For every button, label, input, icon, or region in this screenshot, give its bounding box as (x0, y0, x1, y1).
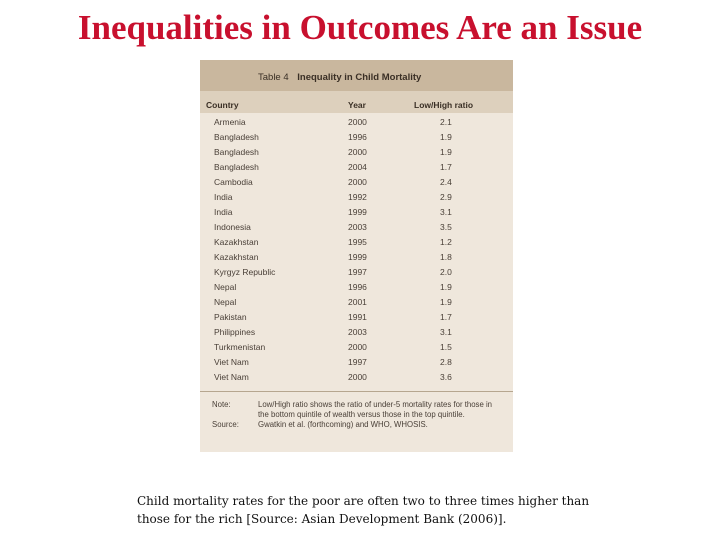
cell-year: 2004 (348, 162, 367, 172)
cell-year: 1996 (348, 282, 367, 292)
cell-year: 1999 (348, 252, 367, 262)
cell-year: 1999 (348, 207, 367, 217)
cell-ratio: 3.5 (440, 222, 452, 232)
cell-ratio: 1.2 (440, 237, 452, 247)
cell-country: Viet Nam (214, 372, 249, 382)
table-row (200, 190, 513, 205)
cell-year: 2003 (348, 222, 367, 232)
cell-year: 1996 (348, 132, 367, 142)
cell-ratio: 1.9 (440, 147, 452, 157)
table-figure (200, 60, 513, 452)
column-header-year: Year (348, 100, 366, 110)
cell-country: India (214, 207, 233, 217)
cell-country: Turkmenistan (214, 342, 266, 352)
table-row (200, 205, 513, 220)
cell-ratio: 1.7 (440, 312, 452, 322)
cell-country: Pakistan (214, 312, 247, 322)
cell-year: 1997 (348, 267, 367, 277)
cell-year: 2000 (348, 372, 367, 382)
table-row (200, 235, 513, 250)
cell-year: 1997 (348, 357, 367, 367)
cell-ratio: 2.4 (440, 177, 452, 187)
table-row (200, 220, 513, 235)
cell-country: Kazakhstan (214, 252, 259, 262)
cell-ratio: 1.5 (440, 342, 452, 352)
slide-title: Inequalities in Outcomes Are an Issue (77, 8, 643, 47)
cell-ratio: 2.1 (440, 117, 452, 127)
cell-ratio: 3.1 (440, 207, 452, 217)
cell-country: Nepal (214, 282, 237, 292)
cell-country: Nepal (214, 297, 237, 307)
cell-ratio: 2.8 (440, 357, 452, 367)
cell-year: 2000 (348, 117, 367, 127)
cell-country: Viet Nam (214, 357, 249, 367)
cell-year: 2003 (348, 327, 367, 337)
table-name: Inequality in Child Mortality (297, 72, 422, 83)
table-row (200, 250, 513, 265)
table-bottom-rule (200, 391, 513, 392)
cell-country: Kyrgyz Republic (214, 267, 276, 277)
table-row (200, 370, 513, 385)
cell-ratio: 1.9 (440, 282, 452, 292)
source-text: Gwatkin et al. (forthcoming) and WHO, WHOSIS. (258, 420, 428, 429)
cell-ratio: 1.7 (440, 162, 452, 172)
cell-country: Cambodia (214, 177, 253, 187)
table-row (200, 130, 513, 145)
cell-year: 2000 (348, 147, 367, 157)
table-row (200, 355, 513, 370)
cell-country: India (214, 192, 233, 202)
cell-country: Indonesia (214, 222, 251, 232)
cell-ratio: 1.8 (440, 252, 452, 262)
column-header-country: Country (206, 100, 239, 110)
table-row (200, 175, 513, 190)
cell-year: 2001 (348, 297, 367, 307)
table-number: Table 4 (258, 72, 289, 83)
cell-ratio: 2.9 (440, 192, 452, 202)
table-notes (200, 400, 513, 430)
table-row (200, 265, 513, 280)
cell-year: 2000 (348, 177, 367, 187)
cell-year: 1995 (348, 237, 367, 247)
cell-country: Armenia (214, 117, 246, 127)
cell-year: 1991 (348, 312, 367, 322)
note-label: Note: (212, 400, 231, 409)
table-row (200, 145, 513, 160)
cell-ratio: 3.6 (440, 372, 452, 382)
source-label: Source: (212, 420, 239, 429)
table-row (200, 160, 513, 175)
cell-country: Bangladesh (214, 132, 259, 142)
table-title (258, 72, 421, 83)
note-row (200, 400, 513, 420)
table-title-band (200, 60, 513, 91)
note-text: Low/High ratio shows the ratio of under-5 mortality rates for those in the bottom quintile of wealth versus those in the top quintile. (258, 400, 493, 419)
table-row (200, 295, 513, 310)
cell-country: Bangladesh (214, 147, 259, 157)
cell-ratio: 2.0 (440, 267, 452, 277)
column-header-ratio: Low/High ratio (414, 100, 474, 110)
cell-ratio: 1.9 (440, 132, 452, 142)
source-row (200, 420, 513, 430)
cell-year: 1992 (348, 192, 367, 202)
cell-country: Philippines (214, 327, 256, 337)
table-body (200, 115, 513, 385)
table-row (200, 325, 513, 340)
cell-country: Kazakhstan (214, 237, 259, 247)
cell-year: 2000 (348, 342, 367, 352)
table-row (200, 310, 513, 325)
table-row (200, 280, 513, 295)
table-row (200, 115, 513, 130)
table-row (200, 340, 513, 355)
slide-caption: Child mortality rates for the poor are often two to three times higher than those for the rich [Source: Asian Development Bank (2006)]. (137, 494, 590, 526)
cell-ratio: 3.1 (440, 327, 452, 337)
cell-country: Bangladesh (214, 162, 259, 172)
cell-ratio: 1.9 (440, 297, 452, 307)
